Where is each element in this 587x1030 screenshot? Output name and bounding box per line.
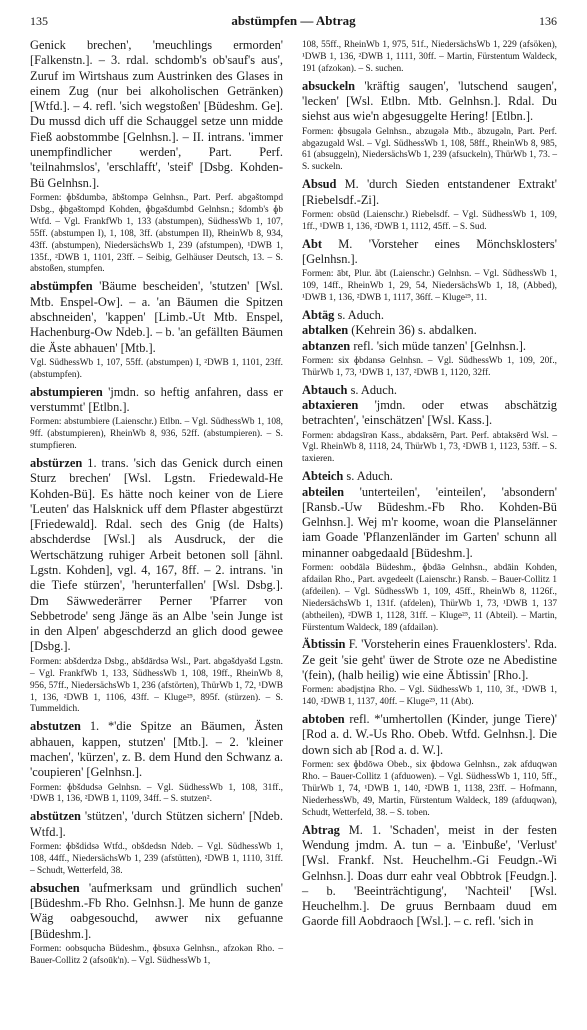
forms-note	[302, 127, 557, 175]
forms-note	[302, 210, 557, 234]
entry-text: Formen: sex ɸbdōwə Obeb., six ɸbdowə Gelnhsn., zək afduqwən Rho. – Bauer-Collitz 1 (afduowen). – Vgl. SüdhessWb 1, 110, 5ff., ThürWb 1, 74, ¹DWB 1, 140, ²DWB 1, 1138, 23ff. – Hofmann, NiederhessWb, 49, Martin, Fürstentum Waldeck, 189 (afduqwən), Schudt, Wetterfeld, 38. – S. toben.	[302, 760, 557, 818]
entry-lemma: abstutzen	[30, 719, 81, 734]
page-header	[30, 14, 557, 34]
entry-lemma: abstumpieren	[30, 384, 103, 399]
entry-lemma: Absud	[302, 177, 337, 192]
entry-text: Formen: abstumbiere (Laienschr.) Etlbn. – Vgl. SüdhessWb 1, 108, 9ff. (abstumpieren), RheinWb 8, 936, 52ff. (abstumpieren). – S. stumpfieren.	[30, 417, 283, 452]
entry-text: s. Aduch.	[337, 307, 384, 322]
entry-paragraph	[30, 719, 283, 780]
entry-paragraph	[302, 398, 557, 429]
entry-lemma: Abtrag	[302, 822, 340, 837]
entry-lemma: abtaxieren	[302, 397, 359, 412]
entry-paragraph	[30, 809, 283, 840]
entry-text: 'jmdn. so heftig anfahren, dass er verstummt' [Etlbn.].	[30, 384, 283, 414]
entry-text: Formen: abdagsīrən Kass., abdaksērn, Part. Perf. abtaksērd Wsl. – Vgl. RheinWb 8, 1118, 24, ThürWb 1, 73, ²DWB 1, 1123, 53ff. – S. taxieren.	[302, 430, 557, 465]
entry-lemma: absuchen	[30, 880, 80, 895]
forms-note	[30, 783, 283, 807]
entry-text: 'aufmerksam und gründlich suchen' [Büdeshm.-Fb Rho. Gelnhsn.]. Me hunn de ganze Wäg oabgesouchd, awwer nix gefuanne [Büdeshm.].	[30, 880, 283, 941]
entry-text: 'Bäume bescheiden', 'stutzen' [Wsl. Mtb. Enspel-Ow]. – a. 'an Bäumen die Spitzen abschneiden', 'kappen' [Limb.-Ut Mtb. Enspel, Hachenburg-Ow Ndeb.]. – b. 'an gefällten Bäumen die Äste abhauen' [Mtb.].	[30, 279, 283, 355]
forms-note	[30, 944, 283, 968]
entry-paragraph	[302, 383, 557, 398]
forms-note	[302, 431, 557, 467]
forms-note	[30, 842, 283, 878]
entry-lemma: Abteich	[302, 469, 344, 484]
entry-text: Formen: ɸbšdudsə Gelnhsn. – Vgl. SüdhessWb 1, 108, 31ff., ¹DWB 1, 136, ²DWB 1, 1109, 34ff. – S. stutzen².	[30, 782, 283, 805]
entry-lemma: abteilen	[302, 484, 344, 499]
entry-text: Formen: oobdālə Büdeshm., ɸbdāə Gelnhsn., abdāin Kohden, afdailən Rho., Part. avgedeelt (Laienschr.) Ransb. – Bauer-Collitz 1 (afdeilen). – Vgl. SüdhessWb 1, 109, 45ff., RheinWb 8, 1126f., NiedersächsWb 1, 131f. (afdelen), ThürWb 1, 73, ¹DWB 1, 137 (abtheilen), ²DWB 1, 1128, 31ff. – Kluge²⁵, 11 (Abteil). – Martin, Fürstentum Waldeck, 189 (afdailən).	[302, 563, 557, 633]
entry-text: Formen: ɸbšdumbə, ābštompə Gelnhsn., Part. Perf. abgəštompd Dsbg., ɸbgəštompd Kohden, ɸbgəšdumbd Gelnhsn.; šdomb's ɸb Wtfd. – Vgl. FrankfWb 1, 133 (abstumpen), SüdhessWb 1, 107, 55ff. (abstumpen I), 1, 108, 3ff. (abstumpen II), RheinWb 8, 934, 43ff. (abstumpen), NiedersächsWb 1, 239 (afstumpen), ¹DWB 1, 135f., ²DWB 1, 1101, 23ff. – Seibig, Gelhäuser Deutsch, 13. – S. abstoßen, stumpfen.	[30, 192, 283, 275]
entry-lemma: abtanzen	[302, 338, 351, 353]
left-column	[30, 38, 283, 971]
entry-text: refl. *'umhertollen (Kinder, junge Tiere)' [Rod a. d. W.-Us Rho. Obeb. Wtfd. Gelnhsn.]. Die down sich ab [Rod a. d. W.].	[302, 712, 557, 757]
entry-lemma: abtalken	[302, 323, 349, 338]
entry-paragraph	[302, 712, 557, 758]
right-column	[302, 38, 557, 930]
entry-paragraph	[30, 456, 283, 655]
entry-paragraph	[302, 637, 557, 683]
entry-paragraph	[30, 881, 283, 942]
entry-text: Genick brechen', 'meuchlings ermorden' [Falkenstn.]. – 3. rdal. schdomb's ob'sauf's aus', Zuruf im Wirtshaus zum Austrinken des Glases in einem Zug (nur bei alkoholischen Getränken) [Wtfd.]. – 4. refl. 'sich wegstoßen' [Büdeshm. Ge]. Du mussd dich uff die Schauggel setze unn midde Fieß aobstommbe [Gelnhsn.]. – II. intrans. 'immer unempfindlicher werden', Part. Perf. 'teilnahmslos', 'erschlafft', 'steif' [Dsbg. Kohden-Bü Gelnhsn.].	[30, 38, 283, 190]
entry-text: Formen: abšderdzə Dsbg., abšdārdsə Wsl., Part. abgəšdyəšd Lgstn. – Vgl. FrankfWb 1, 133, SüdhessWb 1, 108, 19ff., RheinWb 8, 956, 57ff., NiedersächsWb 1, 236 (afstörten), ThürWb 1, 72, ¹DWB 1, 136, ²DWB 1, 1106, 43ff. – Kluge²⁵, 895f. (stürzen). – S. Tummeldich.	[30, 656, 283, 715]
entry-lemma: abstürzen	[30, 455, 83, 470]
entry-text: Formen: abədįstįnə Rho. – Vgl. SüdhessWb 1, 110, 3f., ¹DWB 1, 140, ²DWB 1, 1137, 40ff. – Kluge²⁵, 11 (Abt).	[302, 685, 557, 708]
entry-lemma: Abtäg	[302, 307, 335, 322]
entry-text: s. Aduch.	[346, 469, 393, 484]
entry-text: s. Aduch.	[350, 382, 398, 397]
entry-paragraph	[30, 38, 283, 191]
forms-note	[302, 40, 557, 76]
entry-lemma: Abtauch	[302, 382, 348, 397]
entry-lemma: abtoben	[302, 712, 345, 727]
entry-text: Formen: ābt, Plur. äbt (Laienschr.) Gelnhsn. – Vgl. SüdhessWb 1, 109, 14ff., RheinWb 1, 29, 54, NiedersächsWb 1, 18, (Abbed), ¹DWB 1, 136, ²DWB 1, 1117, 36ff. – Kluge²⁵, 11.	[302, 269, 557, 304]
entry-paragraph	[302, 339, 557, 354]
entry-lemma: Abt	[302, 236, 322, 251]
running-title: abstümpfen — Abtrag	[231, 13, 356, 28]
entry-text: Formen: ɸbšdidsə Wtfd., obšdedsn Ndeb. – Vgl. SüdhessWb 1, 108, 44ff., NiedersächsWb 1, 239 (afstütten), ²DWB 1, 1110, 31ff. – Schudt, Wetterfeld, 38.	[30, 841, 283, 876]
forms-note	[302, 356, 557, 380]
forms-note	[302, 269, 557, 305]
entry-paragraph	[30, 279, 283, 355]
entry-lemma: Äbtissin	[302, 637, 346, 652]
forms-note	[302, 563, 557, 634]
entry-text: 'unterteilen', 'einteilen', 'absondern' [Ransb.-Uw Büdeshm.-Fb Rho. Kohden-Bü Gelnhsn.]. Wej m'r koome, woan die Planselänner iam Goade 'Pflanzenländer im Garten' schunn all minanner oabgedaald [Büdeshm.].	[302, 484, 557, 560]
forms-note	[302, 685, 557, 709]
entry-text: refl. 'sich müde tanzen' [Gelnhsn.].	[353, 338, 527, 353]
entry-text: 'jmdn. oder etwas abschätzig betrachten', 'einschätzen' [Wsl. Kass.].	[302, 397, 557, 428]
entry-lemma: abstümpfen	[30, 279, 93, 294]
entry-paragraph	[302, 308, 557, 323]
entry-text: 1. *'die Spitze an Bäumen, Ästen abhauen, kappen, stutzen' [Mtb.]. – 2. 'kleiner machen', 'kürzen', z. B. dem Hund den Schwanz a. 'coupieren' [Gelnhsn.].	[30, 719, 283, 780]
right-page-number: 136	[539, 14, 557, 28]
forms-note	[30, 358, 283, 382]
entry-text: F. 'Vorsteherin eines Frauenklosters'. Rda. Ze geit 'sie geht' üwer de Strote oze ne Abedistine '(fein), (halb heilig) wie eine Äbtissin' [Rho.].	[302, 637, 557, 683]
entry-paragraph	[302, 823, 557, 930]
entry-paragraph	[302, 323, 557, 338]
forms-note	[30, 193, 283, 276]
entry-text: 'kräftig saugen', 'lutschend saugen', 'lecken' [Wsl. Etlbn. Mtb. Gelnhsn.]. Rdal. Du siehst aus wie'n abgesuggelte Hering! [Etlbn.].	[302, 78, 557, 124]
entry-text: M. 'Vorsteher eines Mönchsklosters' [Gelnhsn.].	[302, 236, 557, 266]
entry-text: Vgl. SüdhessWb 1, 107, 55ff. (abstumpen) I, ²DWB 1, 1101, 23ff. (abstumpfen).	[30, 357, 283, 380]
entry-text: Formen: oobsquchə Büdeshm., ɸbsuxə Gelnhsn., afzokən Rho. – Bauer-Collitz 2 (afsoūk'n). – Vgl. SüdhessWb 1,	[30, 943, 283, 966]
entry-text: Formen: six ɸbdansə Gelnhsn. – Vgl. SüdhessWb 1, 109, 20f., ThürWb 1, 73, ¹DWB 1, 137, ²DWB 1, 1120, 32ff.	[302, 355, 557, 378]
entry-text: Formen: obsūd (Laienschr.) Riebelsdf. – Vgl. SüdhessWb 1, 109, 1ff., ¹DWB 1, 136, ²DWB 1, 1112, 45ff. – S. Sud.	[302, 209, 557, 232]
entry-paragraph	[302, 469, 557, 484]
entry-lemma: abstützen	[30, 809, 81, 824]
forms-note	[30, 417, 283, 453]
entry-text: 1. trans. 'sich das Genick durch einen Sturz brechen' [Wsl. Lgstn. Friedewald-He Kohden-Bü]. Es hätte noch keiner von de Liere 'Leuten' das Halsknick uff dem Pflaster abgestürzt [Friedewald]. Rdal. sech des Gnig (de Halts) abschderdse [Wsl.] als Ausdruck, der die Wertschätzung ruhiger Arbeit betonen soll [ähnl. Lgstn. Kohden], vgl. 4, 167, 8ff. – 2. intrans. 'in die Tiefe stürzen', 'herunterfallen' [Wsl. Dsbg.]. Dm Säwwederärrer Perner 'Pfarrer von Sebbetrode' seng Jänge äs an Albe 'sein Junge ist in den Alpen' abgeschderzd an glich dood gewee [Dsbg.].	[30, 455, 283, 654]
entry-text: 'stützen', 'durch Stützen sichern' [Ndeb. Wtfd.].	[30, 809, 283, 839]
forms-note	[30, 657, 283, 717]
entry-text: (Kehrein 36) s. abdalken.	[351, 323, 477, 338]
entry-text: 108, 55ff., RheinWb 1, 975, 51f., NiedersächsWb 1, 229 (afsöken), ¹DWB 1, 136, ²DWB 1, 1111, 30ff. – Martin, Fürstentum Waldeck, 191 (afzokən). – S. suchen.	[302, 40, 557, 74]
entry-paragraph	[30, 385, 283, 416]
entry-paragraph	[302, 485, 557, 561]
entry-text: Formen: ɸbsugələ Gelnhsn., abzugələ Mtb., ābzugəln, Part. Perf. abgəzugəld Wsl. – Vgl. SüdhessWb 1, 108, 58ff., RheinWb 8, 985, 61 (absuggeln), NiedersächsWb 1, 239 (afsuckeln), ThürWb 1, 73. – S. suckeln.	[302, 126, 557, 173]
entry-paragraph	[302, 237, 557, 268]
entry-paragraph	[302, 177, 557, 208]
entry-text: M. 1. 'Schaden', meist in der festen Wendung jmdm. A. tun – a. 'Einbuße', 'Verlust' [Wsl. Frankf. Nst. Heuchelhm.-Gi Feudgn.-Wi Gelnhsn.]. Doas durr eahr veal Obbtrok [Feudgn.]. – b. 'Beeinträchtigung', 'Nachteil' [Wsl. Heuchelhm.]. De gruus Bernbaam duud em Gaorde fill Aobdraoch [Wsl.]. – c. refl. 'sich in	[302, 822, 557, 929]
entry-text: M. 'durch Sieden entstandener Extrakt' [Riebelsdf.-Zi].	[302, 177, 557, 207]
left-page-number: 135	[30, 14, 48, 28]
forms-note	[302, 760, 557, 820]
entry-lemma: absuckeln	[302, 78, 356, 93]
entry-paragraph	[302, 79, 557, 125]
